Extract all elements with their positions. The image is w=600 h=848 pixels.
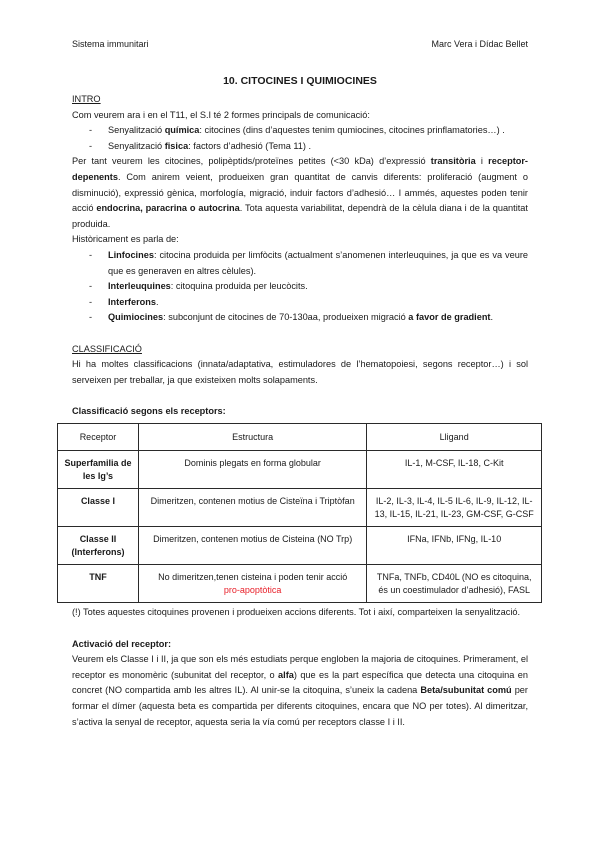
receptor-classification-table bbox=[57, 423, 542, 603]
cell-estructura: Dimeritzen, contenen motius de Cisteïna i Triptòfan bbox=[138, 489, 366, 527]
historic-lead: Històricament es parla de: bbox=[72, 234, 179, 245]
classification-paragraph: Hi ha moltes classificacions (innata/adaptativa, estimuladores de l’hematopoiesi, segons receptor…) i sol serveixen per treballar, ja que existeixen molts solapaments. bbox=[72, 359, 528, 385]
table-note: (!) Totes aquestes citoquines provenen i produeixen accions diferents. Tot i així, comparteixen la senyalització. bbox=[72, 607, 521, 618]
cell-estructura: Dominis plegats en forma globular bbox=[138, 451, 366, 489]
list-item: - Interferons. bbox=[72, 295, 528, 311]
activation-paragraph: Veurem els Classe I i II, ja que son els més estudiats perque engloben la majoria de citoquines. Primerament, el receptor es monomèric (subunitat del receptor, o alfa) que es la part específica que detecta una citoquina en concret (NO compartida amb les altres IL). Al unir-se la citoquina, s’uneix la cadena Beta/subunitat comú per formar el dímer (aquesta beta es compartida per diferents citoquines, encara que NO per totes). Al dimeritzar, s’activa la senyal de receptor, aquesta seria la vía comú per receptors classe I i II. bbox=[72, 654, 528, 727]
document-body bbox=[64, 92, 534, 730]
cell-lligand: IFNa, IFNb, IFNg, IL-10 bbox=[367, 527, 542, 565]
table-row bbox=[58, 489, 542, 527]
page-title: 10. CITOCINES I QUIMIOCINES bbox=[223, 75, 377, 87]
column-header-receptor: Receptor bbox=[58, 424, 139, 451]
column-header-lligand: Lligand bbox=[367, 424, 542, 451]
list-item: - Quimiocines: subconjunt de citocines de 70-130aa, produeixen migració a favor de gradient. bbox=[72, 310, 528, 326]
table-row bbox=[58, 565, 542, 603]
cell-receptor: TNF bbox=[58, 565, 139, 603]
cell-lligand: IL-1, M-CSF, IL-18, C-Kit bbox=[367, 451, 542, 489]
section-heading-activation: Activació del receptor: bbox=[72, 638, 172, 649]
cell-lligand: IL-2, IL-3, IL-4, IL-5 IL-6, IL-9, IL-12, IL-13, IL-15, IL-21, IL-23, GM-CSF, G-CSF bbox=[367, 489, 542, 527]
list-item: - Senyalització fisica: factors d’adhesió (Tema 11) . bbox=[72, 139, 528, 155]
intro-paragraph: Per tant veurem les citocines, polipèptids/proteïnes petites (<30 kDa) d’expressió transitòria i receptor-depenents. Com anirem veient, produeixen gran quantitat de canvis diferents: proliferació (augment o disminució), expressió gènica, morfología, migració, induir factors d’adhesió… I ammés, aquestes poden tenir acció endocrina, paracrina o autocrina. Tota aquesta variabilitat, dependrà de la cèlula diana i de la quantitat produida. bbox=[72, 156, 528, 229]
column-header-estructura: Estructura bbox=[138, 424, 366, 451]
table-caption: Classificació segons els receptors: bbox=[72, 405, 226, 416]
list-item: - Linfocines: citocina produida per limfòcits (actualment s’anomenen interleuquines, ja que es va veure que es generaven en altres cèlules). bbox=[72, 248, 528, 279]
highlight-red-text: pro-apoptòtica bbox=[223, 585, 282, 596]
section-heading-classification: CLASSIFICACIÓ bbox=[72, 343, 142, 354]
intro-lead: Com veurem ara i en el T11, el S.I té 2 formes principals de comunicació: bbox=[72, 109, 370, 120]
list-item: - Interleuquines: citoquina produida per leucòcits. bbox=[72, 279, 528, 295]
historic-list bbox=[72, 248, 528, 326]
communication-list bbox=[72, 123, 528, 154]
cell-estructura: No dimeritzen,tenen cisteina i poden tenir acció pro-apoptòtica bbox=[138, 565, 366, 603]
cell-receptor: Superfamilia de les Ig’s bbox=[58, 451, 139, 489]
table-row bbox=[58, 451, 542, 489]
cell-lligand: TNFa, TNFb, CD40L (NO es citoquina, és un coestimulador d’adhesió), FASL bbox=[367, 565, 542, 603]
cell-receptor: Classe II (Interferons) bbox=[58, 527, 139, 565]
cell-estructura: Dimeritzen, contenen motius de Cisteina (NO Trp) bbox=[138, 527, 366, 565]
list-item: - Senyalització química: citocines (dins d’aquestes tenim qumiocines, citocines prinflamatories…) . bbox=[72, 123, 528, 139]
running-header-right: Marc Vera i Dídac Bellet bbox=[431, 39, 528, 49]
section-heading-intro: INTRO bbox=[72, 94, 101, 104]
running-header-left: Sistema immunitari bbox=[72, 39, 149, 49]
cell-receptor: Classe I bbox=[58, 489, 139, 527]
table-row bbox=[58, 527, 542, 565]
table-header-row bbox=[58, 424, 542, 451]
